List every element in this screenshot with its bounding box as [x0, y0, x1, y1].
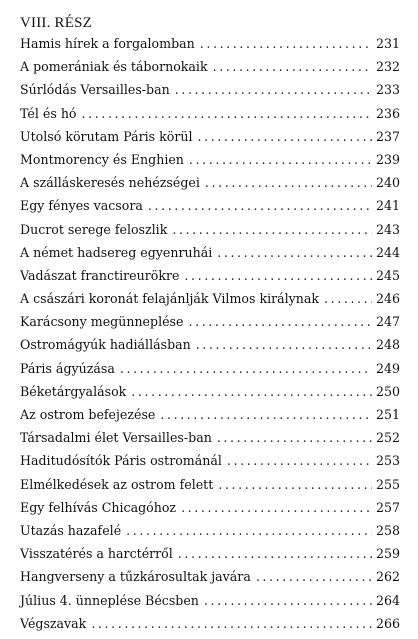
toc-entry-page: 239 — [375, 151, 400, 167]
toc-entry — [20, 175, 400, 198]
dot-leader — [120, 361, 372, 376]
toc-entry — [20, 546, 400, 569]
toc-entry-page: 259 — [375, 546, 400, 562]
toc-entry-page: 258 — [375, 522, 400, 538]
toc-entry-page: 232 — [375, 59, 400, 75]
toc-entry-title: Haditudósítók Páris ostrománál — [20, 453, 222, 469]
toc-entry-title: Tél és hó — [20, 105, 77, 121]
toc-entry-page: 262 — [375, 569, 400, 585]
dot-leader — [189, 152, 372, 167]
toc-entry-title: Páris ágyúzása — [20, 360, 115, 376]
toc-entry — [20, 152, 400, 175]
toc-entry — [20, 477, 400, 500]
dot-leader — [126, 523, 372, 538]
dot-leader — [324, 291, 372, 306]
dot-leader — [175, 82, 372, 97]
toc-entry-title: A német hadsereg egyenruhái — [20, 244, 213, 260]
toc-entry-title: Karácsony megünneplése — [20, 314, 184, 330]
dot-leader — [204, 593, 372, 608]
toc-entry-title: Hamis hírek a forgalomban — [20, 36, 195, 51]
toc-entry-page: 252 — [375, 430, 400, 446]
toc-entry-page: 264 — [375, 592, 400, 608]
dot-leader — [178, 546, 372, 561]
toc-entry-page: 247 — [375, 314, 400, 330]
toc-entry — [20, 245, 400, 268]
dot-leader — [181, 500, 372, 515]
dot-leader — [217, 430, 372, 445]
toc-entry — [20, 36, 400, 59]
toc-entry-page: 257 — [375, 499, 400, 515]
toc-entry-title: Súrlódás Versailles-ban — [20, 82, 170, 98]
toc-entry-title: A pomerániak és tábornokaik — [20, 59, 208, 75]
toc-entry-title: Elmélkedések az ostrom felett — [20, 476, 214, 492]
toc-entry-page: 237 — [375, 128, 400, 144]
dot-leader — [172, 222, 372, 237]
toc-entry-title: Egy fényes vacsora — [20, 198, 143, 214]
toc-entry-page: 249 — [375, 360, 400, 376]
toc-entry-page: 245 — [375, 267, 400, 283]
dot-leader — [196, 337, 372, 352]
toc-entry-title: Visszatérés a harctérről — [20, 546, 173, 562]
toc-entry — [20, 82, 400, 105]
toc-entry-title: Ducrot serege feloszlik — [20, 221, 168, 237]
toc-entry-title: A szálláskeresés nehézségei — [20, 175, 200, 191]
toc-entry — [20, 453, 400, 476]
toc-entry — [20, 129, 400, 152]
dot-leader — [217, 245, 372, 260]
table-of-contents — [20, 36, 400, 639]
dot-leader — [91, 616, 372, 631]
dot-leader — [188, 314, 371, 329]
toc-entry — [20, 314, 400, 337]
toc-entry-title: Vadászat franctireurökre — [20, 267, 180, 283]
toc-entry-title: Társadalmi élet Versailles-ban — [20, 430, 212, 446]
dot-leader — [218, 477, 372, 492]
toc-entry-title: Montmorency és Enghien — [20, 151, 184, 167]
toc-entry — [20, 593, 400, 616]
toc-entry — [20, 268, 400, 291]
toc-entry — [20, 361, 400, 384]
toc-entry-page: 241 — [375, 198, 400, 214]
toc-entry-page: 233 — [375, 82, 400, 98]
toc-entry — [20, 523, 400, 546]
toc-entry — [20, 337, 400, 360]
dot-leader — [184, 268, 372, 283]
dot-leader — [198, 129, 372, 144]
toc-entry-title: Béketárgyalások — [20, 383, 127, 399]
toc-entry-title: Július 4. ünneplése Bécsben — [20, 592, 199, 608]
toc-entry-page: 248 — [375, 337, 400, 353]
toc-entry — [20, 616, 400, 639]
toc-entry-title: Egy felhívás Chicagóhoz — [20, 499, 177, 515]
toc-entry-title: A császári koronát felajánlják Vilmos királynak — [20, 291, 320, 307]
section-heading: VIII. RÉSZ — [20, 15, 92, 31]
toc-entry-title: Utolsó körutam Páris körül — [20, 128, 193, 144]
dot-leader — [131, 384, 372, 399]
dot-leader — [200, 36, 372, 51]
toc-entry — [20, 500, 400, 523]
toc-entry — [20, 106, 400, 129]
toc-entry-page: 253 — [375, 453, 400, 469]
dot-leader — [205, 175, 372, 190]
toc-entry — [20, 59, 400, 82]
toc-entry — [20, 407, 400, 430]
toc-entry-page: 266 — [375, 615, 400, 631]
toc-entry-page: 250 — [375, 383, 400, 399]
dot-leader — [148, 198, 372, 213]
toc-entry — [20, 384, 400, 407]
toc-entry — [20, 222, 400, 245]
dot-leader — [82, 106, 372, 121]
toc-entry-page: 244 — [375, 244, 400, 260]
toc-entry-page: 255 — [375, 476, 400, 492]
dot-leader — [256, 569, 372, 584]
toc-entry — [20, 291, 400, 314]
toc-entry-title: Végszavak — [20, 615, 87, 631]
toc-entry-title: Az ostrom befejezése — [20, 407, 156, 422]
toc-entry-title: Hangverseny a tűzkárosultak javára — [20, 569, 251, 585]
dot-leader — [227, 453, 372, 468]
toc-entry-page: 251 — [375, 407, 400, 422]
toc-entry-title: Utazás hazafelé — [20, 522, 122, 538]
toc-entry-title: Ostromágyúk hadiállásban — [20, 337, 191, 353]
dot-leader — [160, 407, 372, 422]
toc-entry-page: 243 — [375, 221, 400, 237]
toc-entry — [20, 198, 400, 221]
toc-entry-page: 240 — [375, 175, 400, 191]
toc-entry-page: 236 — [375, 105, 400, 121]
toc-entry — [20, 569, 400, 592]
toc-entry-page: 231 — [375, 36, 400, 51]
toc-entry — [20, 430, 400, 453]
toc-entry-page: 246 — [375, 291, 400, 307]
dot-leader — [213, 59, 372, 74]
